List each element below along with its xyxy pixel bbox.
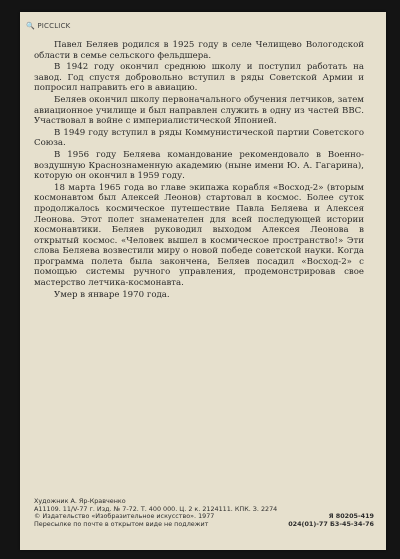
artist-credit: Художник А. Яр-Кравченко bbox=[34, 497, 126, 505]
catalog-number: 024(01)-77 Б3-45-34-76 bbox=[288, 519, 374, 528]
publisher-copyright: © Издательство «Изобразительное искусство». 1977 bbox=[34, 512, 215, 521]
paragraph: В 1949 году вступил в ряды Коммунистической партии Советского Союза. bbox=[34, 127, 364, 149]
paragraph: В 1956 году Беляева командование рекомендовало в Военно-воздушную Краснознаменную академию (ныне имени Ю. А. Гагарина), которую он окончил в 1959 году. bbox=[34, 149, 364, 182]
mailing-notice: Пересылке по почте в открытом виде не подлежит bbox=[34, 519, 209, 528]
paragraph: 18 марта 1965 года во главе экипажа корабля «Восход-2» (вторым космонавтом был Алексей Леонов) стартовал в космос. Более суток продолжалось космическое путешествие Павла Беляева и Алексея Леонова. Этот полет знаменателен для всей последующей истории космонавтики. Беляев руководил выходом Алексея Леонова в открытый космос. «Человек вышел в космическое пространство!» Эти слова Беляева возвестили миру о новой победе советской науки. Когда программа полета была закончена, Беляев посадил «Восход-2» с помощью системы ручного управления, продемонстрировав свое мастерство летчика-космонавта. bbox=[34, 182, 364, 289]
print-details: А11109. 11/V-77 г. Изд. № 7-72. Т. 400 000. Ц. 2 к. 2124111. КПК. З. 2274 bbox=[34, 504, 278, 513]
paragraph: Умер в январе 1970 года. bbox=[54, 289, 170, 300]
imprint-row bbox=[34, 521, 374, 529]
paragraph: Павел Беляев родился в 1925 году в селе Челищево Вологодской области в семье сельского фельдшера. bbox=[34, 40, 364, 61]
watermark: 🔍 PICCLICK bbox=[26, 22, 71, 30]
paragraph: Беляев окончил школу первоначального обучения летчиков, затем авиационное училище и был направлен служить в одну из частей ВВС. Участвовал в войне с империалистической Японией. bbox=[34, 94, 364, 127]
publisher-imprint bbox=[34, 498, 374, 528]
postcard-back bbox=[20, 12, 386, 550]
paragraph: В 1942 году окончил среднюю школу и поступил работать на завод. Год спустя добровольно вступил в ряды Советской Армии и попросил направить его в авиацию. bbox=[34, 62, 364, 94]
catalog-code: Я 80205-419 bbox=[328, 512, 374, 521]
biography-text bbox=[34, 40, 364, 301]
